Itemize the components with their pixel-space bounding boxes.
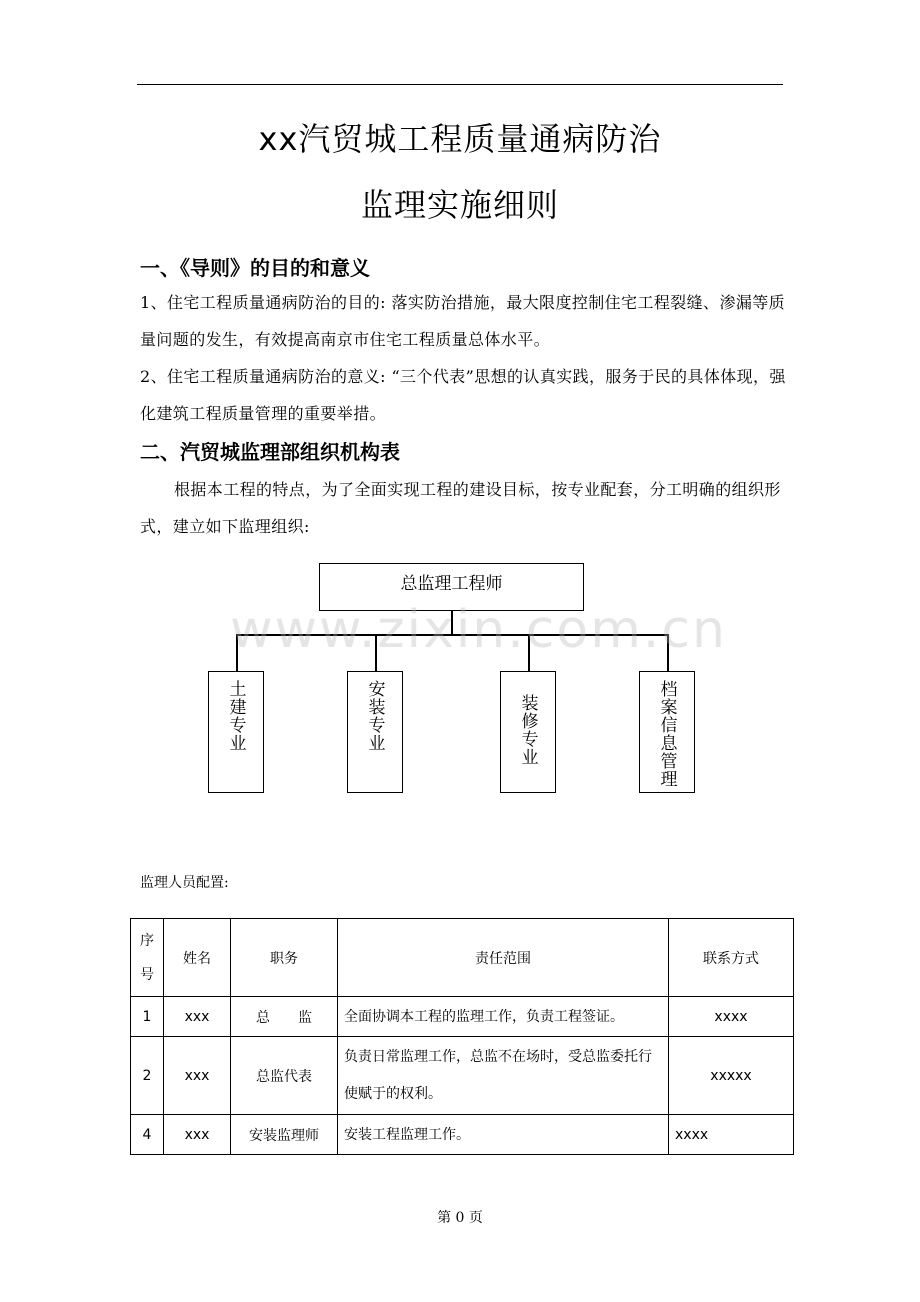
org-drop-line: [667, 634, 669, 671]
watermark: www.zixin.com.cn: [230, 600, 727, 660]
section1-para1: 1、住宅工程质量通病防治的目的: 落实防治措施，最大限度控制住宅工程裂缝、渗漏等质量问题的发生，有效提高南京市住宅工程质量总体水平。: [140, 293, 786, 349]
org-drop-line: [375, 634, 377, 671]
org-top-box: 总监理工程师: [319, 563, 584, 611]
staff-label: 监理人员配置:: [140, 875, 229, 891]
org-child-label: 安装专业: [364, 680, 385, 752]
page-footer: 第 0 页: [437, 1210, 483, 1226]
cell-name: xxx: [164, 1115, 231, 1155]
header-cell-role: 职务: [231, 919, 338, 997]
cell-contact: xxxxx: [669, 1037, 794, 1115]
section2-body: [140, 471, 790, 545]
section1-heading: 一、《导则》的目的和意义: [140, 256, 370, 280]
table-row: [131, 1037, 794, 1115]
cell-no: 4: [131, 1115, 164, 1155]
org-child-label: 装修专业: [517, 694, 538, 766]
cell-role: 总 监: [231, 997, 338, 1037]
cell-scope: 全面协调本工程的监理工作，负责工程签证。: [338, 997, 669, 1037]
org-drop-line: [236, 634, 238, 671]
table-header-row: [131, 919, 794, 997]
org-child-box: [208, 671, 264, 793]
header-cell-scope: 责任范围: [338, 919, 669, 997]
header-rule: [137, 84, 783, 85]
org-drop-line: [528, 634, 530, 671]
cell-no: 1: [131, 997, 164, 1037]
header-cell-contact: 联系方式: [669, 919, 794, 997]
table-row: [131, 997, 794, 1037]
org-child-box: [347, 671, 403, 793]
cell-contact: xxxx: [669, 1115, 794, 1155]
cell-name: xxx: [164, 997, 231, 1037]
cell-role: 总监代表: [231, 1037, 338, 1115]
cell-contact: xxxx: [669, 997, 794, 1037]
header-cell-name: 姓名: [164, 919, 231, 997]
org-child-label: 档案信息管理: [656, 680, 677, 788]
section1-body: [140, 284, 790, 432]
section2-heading: 二、汽贸城监理部组织机构表: [140, 440, 400, 464]
cell-scope: 安装工程监理工作。: [338, 1115, 669, 1155]
header-cell-no: 序号: [131, 919, 164, 997]
org-child-label: 土建专业: [225, 680, 246, 752]
staff-table: [130, 918, 794, 1155]
org-child-box: [500, 671, 556, 793]
document-title-line2: 监理实施细则: [360, 186, 559, 224]
cell-no: 2: [131, 1037, 164, 1115]
org-trunk-line: [451, 611, 453, 635]
section1-para2: 2、住宅工程质量通病防治的意义: “三个代表”思想的认真实践，服务于民的具体体现，强化建筑工程质量管理的重要举措。: [140, 367, 786, 423]
table-row: [131, 1115, 794, 1155]
section2-intro: 根据本工程的特点，为了全面实现工程的建设目标，按专业配套，分工明确的组织形式，建立如下监理组织:: [140, 480, 781, 536]
org-child-box: [639, 671, 695, 793]
cell-name: xxx: [164, 1037, 231, 1115]
cell-role: 安装监理师: [231, 1115, 338, 1155]
cell-scope: 负责日常监理工作，总监不在场时，受总监委托行使赋于的权利。: [338, 1037, 669, 1115]
org-branch-line: [236, 634, 668, 636]
document-title-line1: xx汽贸城工程质量通病防治: [258, 120, 662, 158]
